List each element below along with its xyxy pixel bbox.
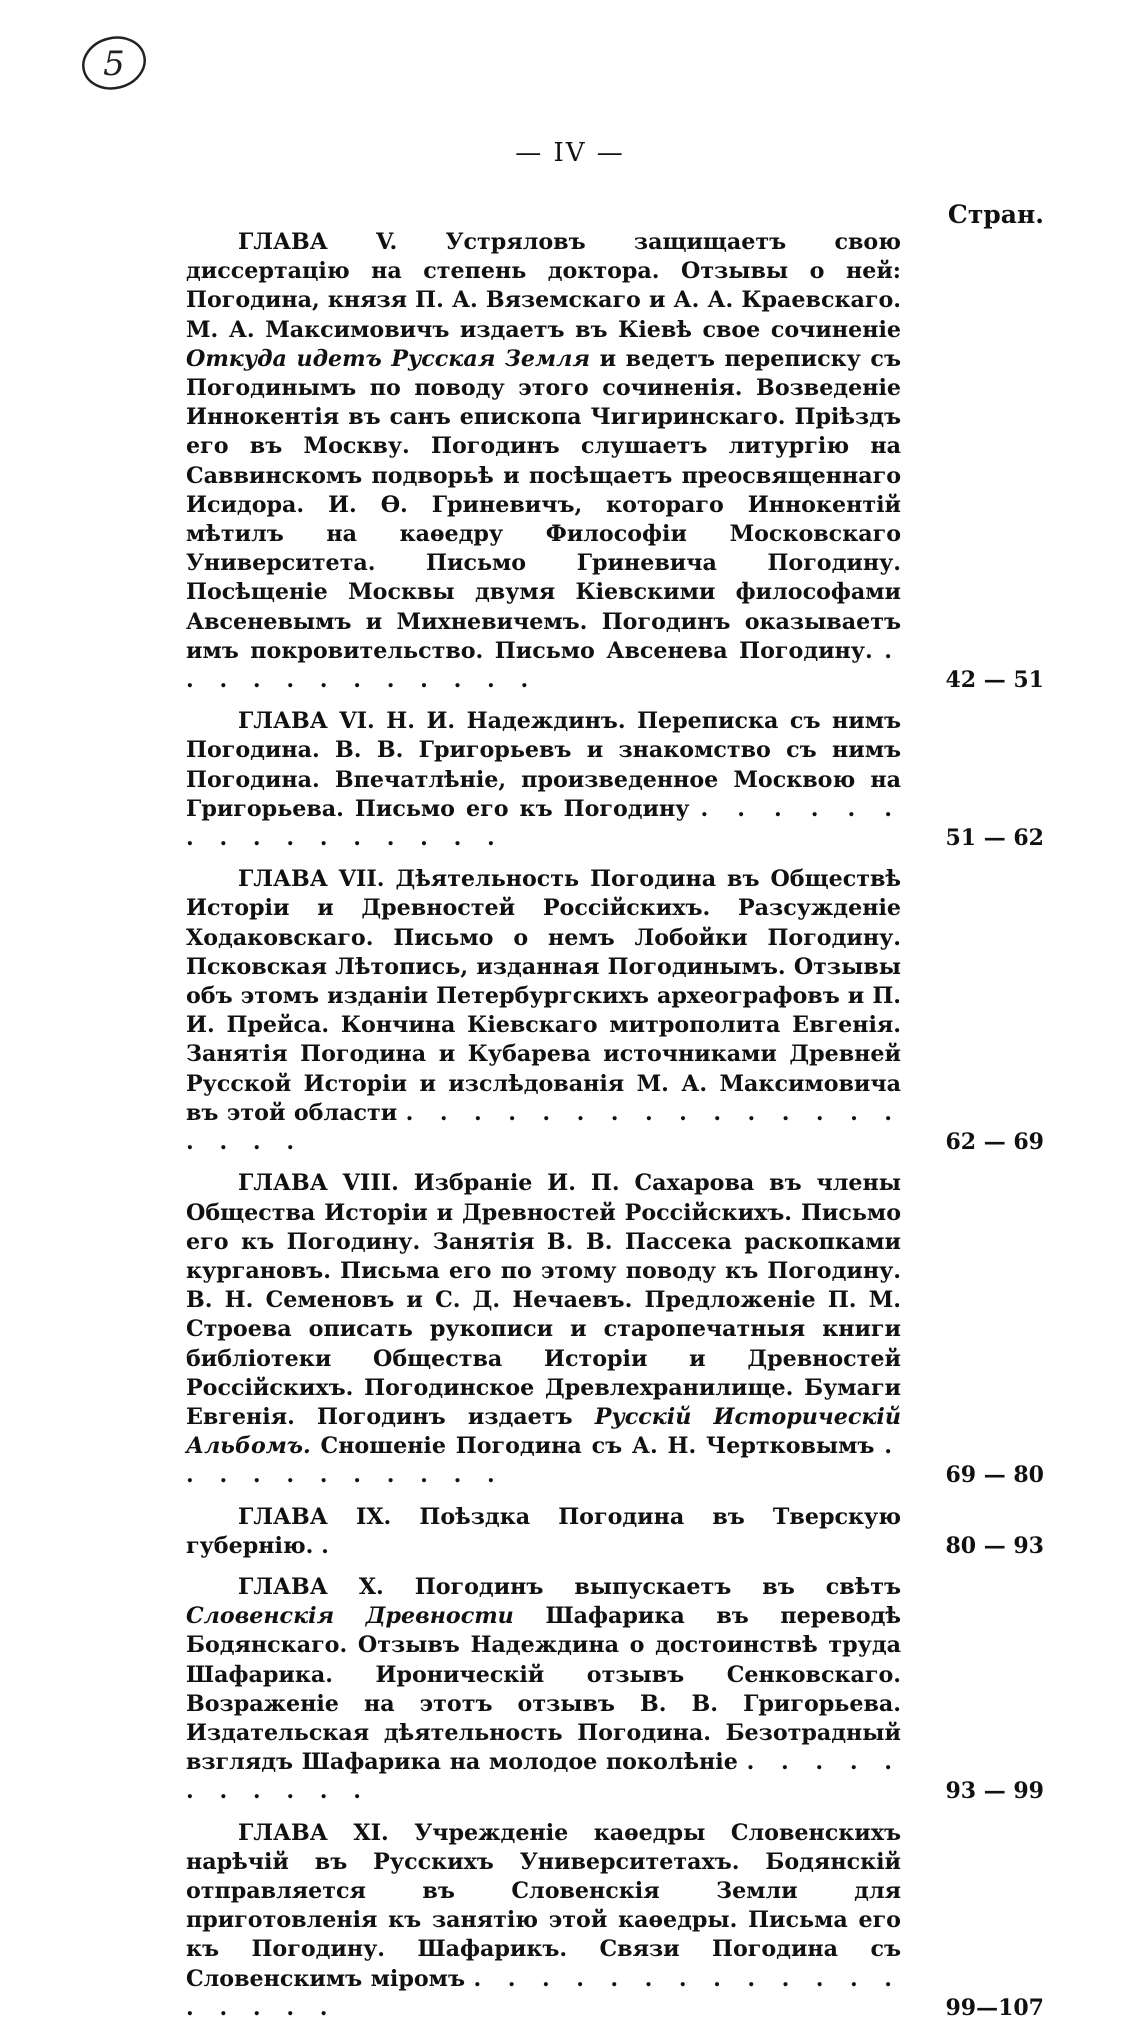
page-range: 99—107 <box>945 1994 1044 2021</box>
entry-summary: Н. И. Надеждинъ. Переписка съ нимъ Погодина. В. В. Григорьевъ и знакомство съ нимъ Погодина. Впечатлѣніе, произведенное Москвою на Григорьева. Письмо его къ Погодину <box>186 708 901 822</box>
chapter-label: ГЛАВА VII. <box>238 866 385 893</box>
toc-entry-chapter-5 <box>186 228 1046 695</box>
page-range: 62 — 69 <box>945 1129 1044 1156</box>
leader-dots: . . . . . . . . . . . <box>186 1749 902 1805</box>
toc-entry-chapter-7 <box>186 865 1046 1157</box>
chapter-label: ГЛАВА V. <box>238 229 398 255</box>
chapter-label: ГЛАВА VIII. <box>238 1170 399 1197</box>
entry-summary: Учрежденіе каѳедры Словенскихъ нарѣчій въ Русскихъ Университетахъ. Бодянскій отправляется въ Словенскія Земли для приготовленія къ занятію этой каѳедры. Письма его къ Погодину. Шафарикъ. Связи Погодина съ Словенскимъ міромъ <box>186 1819 901 1992</box>
toc-entry-chapter-10 <box>186 1573 1046 1807</box>
entry-text <box>186 1573 901 1807</box>
entry-summary: Поѣздка Погодина въ Тверскую губернію. <box>186 1503 901 1559</box>
toc-entry-chapter-8 <box>186 1169 1046 1490</box>
chapter-label: ГЛАВА IX. <box>238 1503 392 1530</box>
leader-dots: . <box>321 1532 338 1559</box>
page-range: 69 — 80 <box>945 1462 1044 1489</box>
entry-text <box>186 1503 901 1561</box>
chapter-label: ГЛАВА VI. <box>238 708 375 735</box>
leader-dots: . . . . . . . . . . . <box>186 1433 901 1489</box>
toc-entry-chapter-9 <box>186 1503 1046 1561</box>
entry-text <box>186 228 901 695</box>
page-range: 93 — 99 <box>945 1778 1044 1805</box>
toc-entry-chapter-11 <box>186 1819 1046 2023</box>
page-range: 42 — 51 <box>945 667 1044 694</box>
leader-dots: . . . . . . . . . . . . . . . . . . <box>186 1965 901 2021</box>
work-title: Словенскія Древности <box>186 1603 514 1630</box>
entry-text <box>186 1169 901 1490</box>
work-title: Русскій Историческій Альбомъ. <box>186 1403 901 1460</box>
entry-summary: Дѣятельность Погодина въ Обществѣ Исторіи и Древностей Россійскихъ. Разсужденіе Ходаковскаго. Письмо о немъ Лобойки Погодину. Псковская Лѣтопись, изданная Погодинымъ. Отзывы объ этомъ изданіи Петербургскихъ археографовъ и П. И. Прейса. Кончина Кіевскаго митрополита Евгенія. Занятія Погодина и Кубарева источниками Древней Русской Исторіи и изслѣдованія М. А. Максимовича въ этой области <box>186 866 901 1126</box>
pages-column-header: Стран. <box>947 200 1044 229</box>
page-range: 80 — 93 <box>945 1532 1044 1559</box>
chapter-label: ГЛАВА XI. <box>238 1819 389 1846</box>
entry-text <box>186 1819 901 2023</box>
page-range: 51 — 62 <box>945 825 1044 852</box>
entry-summary: Устряловъ защищаетъ свою диссертацію на степень доктора. Отзывы о ней: Погодина, князя П. А. Вяземскаго и А. А. Краевскаго. М. А. Максимовичъ издаетъ въ Кіевѣ свое сочиненіе <box>186 229 901 343</box>
table-of-contents <box>186 228 1046 2035</box>
leader-dots: . . . . . . . . . . . . . . . . . . . <box>186 1099 901 1156</box>
work-title: Откуда идетъ Русская Земля <box>186 345 591 372</box>
toc-entry-chapter-6 <box>186 707 1046 853</box>
leader-dots: . . . . . . . . . . . . <box>186 637 901 694</box>
leader-dots: . . . . . . . . . . . . . . . . <box>186 795 901 852</box>
mark-digit: 5 <box>103 44 125 84</box>
entry-text <box>186 865 901 1157</box>
chapter-label: ГЛАВА X. <box>238 1573 384 1600</box>
entry-summary-cont: Сношеніе Погодина съ А. Н. Чертковымъ <box>320 1433 875 1460</box>
page-number: — IV — <box>515 138 625 168</box>
entry-summary: Погодинъ выпускаетъ въ свѣтъ <box>414 1573 902 1600</box>
entry-text <box>186 707 901 853</box>
entry-summary-cont: и ведетъ переписку съ Погодинымъ по поводу этого сочиненія. Возведеніе Иннокентія въ санъ епископа Чигиринскаго. Пріѣздъ его въ Москву. Погодинъ слушаетъ литургію на Саввинскомъ подворьѣ и посѣщаетъ преосвященнаго Исидора. И. Ѳ. Гриневичъ, котораго Иннокентій мѣтилъ на каѳедру Философіи Московскаго Университета. Письмо Гриневича Погодину. Посѣщеніе Москвы двумя Кіевскими философами Авсеневымъ и Михневичемъ. Погодинъ оказываетъ имъ покровительство. Письмо Авсенева Погодину. <box>186 345 901 664</box>
entry-summary-cont: Шафарика въ переводѣ Бодянскаго. Отзывъ Надеждина о достоинствѣ труда Шафарика. Ироническій отзывъ Сенковскаго. Возраженіе на этотъ отзывъ В. В. Григорьева. Издательская дѣятельность Погодина. Безотрадный взглядъ Шафарика на молодое поколѣніе <box>186 1603 901 1776</box>
entry-summary: Избраніе И. П. Сахарова въ члены Общества Исторіи и Древностей Россійскихъ. Письмо его къ Погодину. Занятія В. В. Пассека раскопками кургановъ. Письма его по этому поводу къ Погодину. В. Н. Семеновъ и С. Д. Нечаевъ. Предложеніе П. М. Строева описать рукописи и старопечатныя книги библіотеки Общества Исторіи и Древностей Россійскихъ. Погодинское Древлехранилище. Бумаги Евгенія. Погодинъ издаетъ <box>186 1170 901 1430</box>
page-number-mark <box>78 32 150 94</box>
